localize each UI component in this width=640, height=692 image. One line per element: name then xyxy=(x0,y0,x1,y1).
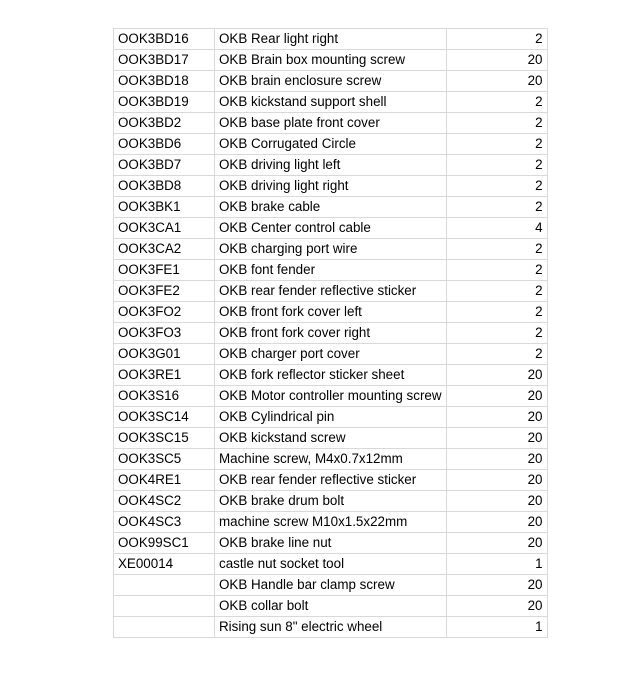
part-description-cell: OKB front fork cover right xyxy=(215,323,447,344)
table-row xyxy=(114,512,548,533)
part-code-cell: OOK3SC14 xyxy=(114,407,215,428)
part-description-cell: OKB Brain box mounting screw xyxy=(215,50,447,71)
table-row xyxy=(114,302,548,323)
part-quantity-cell: 2 xyxy=(446,176,547,197)
part-description-cell: OKB Motor controller mounting screw xyxy=(215,386,447,407)
part-code-cell: OOK3SC5 xyxy=(114,449,215,470)
part-quantity-cell: 2 xyxy=(446,29,547,50)
part-description-cell: OKB driving light right xyxy=(215,176,447,197)
part-quantity-cell: 2 xyxy=(446,134,547,155)
part-description-cell: OKB charging port wire xyxy=(215,239,447,260)
table-row xyxy=(114,617,548,638)
part-quantity-cell: 20 xyxy=(446,50,547,71)
table-row xyxy=(114,470,548,491)
part-description-cell: OKB charger port cover xyxy=(215,344,447,365)
part-code-cell xyxy=(114,575,215,596)
part-description-cell: OKB brake line nut xyxy=(215,533,447,554)
part-quantity-cell: 2 xyxy=(446,302,547,323)
table-row xyxy=(114,260,548,281)
table-row xyxy=(114,575,548,596)
part-code-cell xyxy=(114,596,215,617)
part-quantity-cell: 20 xyxy=(446,470,547,491)
part-quantity-cell: 20 xyxy=(446,512,547,533)
part-code-cell: OOK4SC2 xyxy=(114,491,215,512)
part-description-cell: OKB Rear light right xyxy=(215,29,447,50)
part-code-cell xyxy=(114,617,215,638)
part-description-cell: OKB Center control cable xyxy=(215,218,447,239)
table-row xyxy=(114,176,548,197)
part-quantity-cell: 20 xyxy=(446,407,547,428)
table-row xyxy=(114,491,548,512)
table-row xyxy=(114,239,548,260)
part-code-cell: OOK3BD18 xyxy=(114,71,215,92)
part-description-cell: OKB brake drum bolt xyxy=(215,491,447,512)
table-row xyxy=(114,344,548,365)
part-quantity-cell: 2 xyxy=(446,281,547,302)
part-description-cell: OKB fork reflector sticker sheet xyxy=(215,365,447,386)
part-quantity-cell: 2 xyxy=(446,92,547,113)
part-quantity-cell: 2 xyxy=(446,344,547,365)
part-code-cell: OOK4SC3 xyxy=(114,512,215,533)
table-row xyxy=(114,50,548,71)
table-row xyxy=(114,281,548,302)
part-code-cell: OOK4RE1 xyxy=(114,470,215,491)
part-code-cell: OOK3FE2 xyxy=(114,281,215,302)
parts-table xyxy=(113,28,548,638)
part-code-cell: OOK3SC15 xyxy=(114,428,215,449)
part-code-cell: OOK3BK1 xyxy=(114,197,215,218)
part-code-cell: OOK3S16 xyxy=(114,386,215,407)
part-description-cell: OKB Handle bar clamp screw xyxy=(215,575,447,596)
table-row xyxy=(114,71,548,92)
part-description-cell: OKB Cylindrical pin xyxy=(215,407,447,428)
part-description-cell: OKB Corrugated Circle xyxy=(215,134,447,155)
part-quantity-cell: 2 xyxy=(446,113,547,134)
table-row xyxy=(114,533,548,554)
table-row xyxy=(114,218,548,239)
part-code-cell: OOK3RE1 xyxy=(114,365,215,386)
part-quantity-cell: 20 xyxy=(446,491,547,512)
part-quantity-cell: 2 xyxy=(446,260,547,281)
part-quantity-cell: 2 xyxy=(446,155,547,176)
part-code-cell: XE00014 xyxy=(114,554,215,575)
part-description-cell: OKB font fender xyxy=(215,260,447,281)
part-code-cell: OOK3G01 xyxy=(114,344,215,365)
part-quantity-cell: 1 xyxy=(446,554,547,575)
table-row xyxy=(114,323,548,344)
part-quantity-cell: 20 xyxy=(446,386,547,407)
part-description-cell: Machine screw, M4x0.7x12mm xyxy=(215,449,447,470)
part-code-cell: OOK3CA2 xyxy=(114,239,215,260)
part-quantity-cell: 4 xyxy=(446,218,547,239)
part-quantity-cell: 1 xyxy=(446,617,547,638)
table-row xyxy=(114,134,548,155)
table-row xyxy=(114,386,548,407)
part-quantity-cell: 20 xyxy=(446,71,547,92)
table-row xyxy=(114,92,548,113)
part-description-cell: machine screw M10x1.5x22mm xyxy=(215,512,447,533)
table-row xyxy=(114,428,548,449)
table-row xyxy=(114,197,548,218)
part-code-cell: OOK3BD2 xyxy=(114,113,215,134)
part-description-cell: OKB collar bolt xyxy=(215,596,447,617)
part-description-cell: OKB base plate front cover xyxy=(215,113,447,134)
part-description-cell: OKB brain enclosure screw xyxy=(215,71,447,92)
part-description-cell: OKB kickstand screw xyxy=(215,428,447,449)
part-code-cell: OOK3BD17 xyxy=(114,50,215,71)
part-description-cell: OKB driving light left xyxy=(215,155,447,176)
part-description-cell: castle nut socket tool xyxy=(215,554,447,575)
part-quantity-cell: 20 xyxy=(446,575,547,596)
part-quantity-cell: 20 xyxy=(446,428,547,449)
table-row xyxy=(114,554,548,575)
part-description-cell: OKB brake cable xyxy=(215,197,447,218)
part-quantity-cell: 20 xyxy=(446,449,547,470)
parts-table-body xyxy=(114,29,548,638)
part-code-cell: OOK3BD6 xyxy=(114,134,215,155)
part-code-cell: OOK3FE1 xyxy=(114,260,215,281)
part-quantity-cell: 2 xyxy=(446,197,547,218)
part-description-cell: Rising sun 8" electric wheel xyxy=(215,617,447,638)
table-row xyxy=(114,113,548,134)
part-quantity-cell: 20 xyxy=(446,596,547,617)
part-code-cell: OOK3BD7 xyxy=(114,155,215,176)
part-code-cell: OOK3FO3 xyxy=(114,323,215,344)
part-quantity-cell: 2 xyxy=(446,239,547,260)
part-quantity-cell: 20 xyxy=(446,365,547,386)
table-row xyxy=(114,449,548,470)
part-quantity-cell: 20 xyxy=(446,533,547,554)
table-row xyxy=(114,596,548,617)
part-code-cell: OOK3BD8 xyxy=(114,176,215,197)
table-row xyxy=(114,29,548,50)
part-code-cell: OOK3BD19 xyxy=(114,92,215,113)
part-quantity-cell: 2 xyxy=(446,323,547,344)
part-description-cell: OKB rear fender reflective sticker xyxy=(215,281,447,302)
part-description-cell: OKB front fork cover left xyxy=(215,302,447,323)
part-description-cell: OKB rear fender reflective sticker xyxy=(215,470,447,491)
table-row xyxy=(114,365,548,386)
part-code-cell: OOK99SC1 xyxy=(114,533,215,554)
part-code-cell: OOK3FO2 xyxy=(114,302,215,323)
table-row xyxy=(114,155,548,176)
part-description-cell: OKB kickstand support shell xyxy=(215,92,447,113)
part-code-cell: OOK3CA1 xyxy=(114,218,215,239)
part-code-cell: OOK3BD16 xyxy=(114,29,215,50)
table-row xyxy=(114,407,548,428)
